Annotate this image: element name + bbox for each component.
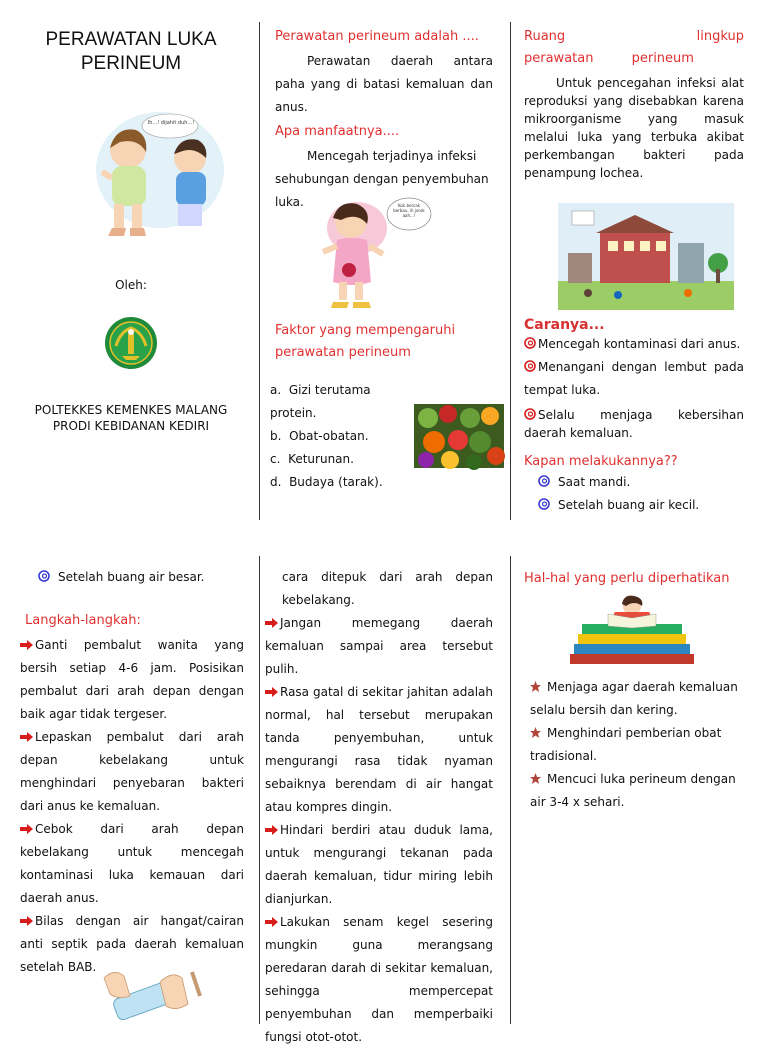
scope-text: Untuk pencegahan infeksi alat reproduksi yang disebabkan karena mikroorganisme yang masuk melalui luka yang terbuka akibat perkembangan bakteri pada penampung lochea.	[524, 76, 744, 180]
environment-illustration	[558, 203, 734, 310]
step-text: Bilas dengan air hangat/cairan anti septik pada daerah kemaluan setelah BAB.	[20, 914, 244, 974]
vegetables-photo	[414, 404, 504, 468]
when-item-text: Saat mandi.	[558, 475, 631, 489]
column-divider	[510, 556, 511, 1024]
how-list	[524, 333, 744, 442]
arrow-bullet-icon	[20, 732, 33, 742]
scope-panel	[524, 0, 744, 520]
environment-image	[558, 203, 734, 310]
list-item	[20, 634, 244, 726]
factors-heading-text: Faktor yang mempengaruhi perawatan perineum	[275, 323, 456, 360]
swirl-bullet-icon	[524, 408, 536, 420]
step-text: Rasa gatal di sekitar jahitan adalah normal, hal tersebut merupakan tanda penyembuhan, untuk mengurangi rasa tidak nyaman sebaiknya berendam di air hangat atau kompres dingin.	[265, 685, 493, 814]
list-item	[265, 911, 493, 1049]
list-item	[538, 494, 738, 517]
list-marker: d.	[270, 475, 282, 489]
how-item-text: Selalu menjaga kebersihan daerah kemaluan.	[524, 408, 744, 440]
list-marker: a.	[270, 383, 282, 397]
step-text: Lepaskan pembalut dari arah depan kebelakang untuk menghindari penyebaran bakteri dari anus ke kemaluan.	[20, 730, 244, 813]
swirl-bullet-icon	[538, 475, 550, 487]
factors-heading	[275, 320, 493, 364]
cartoon-speech-text: Ih...! dijahit duh...!	[147, 120, 195, 126]
list-item	[524, 356, 744, 402]
step-text: Lakukan senam kegel sesering mungkin guna merangsang peredaran darah di sekitar kemaluan, sehingga mempercepat penyembuhan dan memperbaiki fungsi otot-otot.	[265, 915, 493, 1044]
steps-continued-panel	[265, 556, 493, 1044]
list-item	[524, 406, 744, 442]
list-item	[20, 818, 244, 910]
column-divider	[259, 22, 260, 520]
list-item	[530, 768, 740, 814]
arrow-bullet-icon	[20, 916, 33, 926]
list-item	[524, 333, 744, 356]
when-item-text: Setelah buang air kecil.	[558, 498, 700, 512]
notes-list	[530, 676, 740, 814]
benefit-text: Mencegah terjadinya infeksi sehubungan dengan penyembuhan luka.	[275, 149, 489, 209]
list-item	[270, 379, 410, 425]
step-text: Ganti pembalut wanita yang bersih setiap 4-6 jam. Posisikan pembalut dari arah depan dengan baik agar tidak tergeser.	[20, 638, 244, 721]
note-text: Mencuci luka perineum dengan air 3-4 x sehari.	[530, 772, 736, 809]
swirl-bullet-icon	[38, 570, 50, 582]
reading-books-image	[564, 592, 700, 668]
definition-text: Perawatan daerah antara paha yang di batasi kemaluan dan anus.	[275, 54, 493, 114]
arrow-bullet-icon	[265, 825, 278, 835]
how-item-text: Menangani dengan lembut pada tempat luka.	[524, 360, 744, 397]
factors-list	[270, 379, 410, 494]
step-continuation-text: cara ditepuk dari arah depan kebelakang.	[282, 570, 493, 607]
institution-line-1: POLTEKKES KEMENKES MALANG	[34, 403, 228, 417]
column-divider	[259, 556, 260, 1024]
steps-list	[20, 634, 244, 979]
list-item	[265, 612, 493, 681]
step-text: Cebok dari arah depan kebelakang untuk mencegah kontaminasi luka kemauan dari daerah anus.	[20, 822, 244, 905]
star-bullet-icon	[530, 773, 541, 784]
factor-text: Obat-obatan.	[289, 429, 369, 443]
arrow-bullet-icon	[20, 824, 33, 834]
cartoon-speech-text: Kok bercak berbau, ih jorok aah...!	[393, 203, 425, 218]
factor-text: Budaya (tarak).	[289, 475, 383, 489]
leaflet-title	[20, 28, 242, 76]
arrow-bullet-icon	[265, 618, 278, 628]
institution-name	[20, 402, 242, 434]
scope-heading: Ruang lingkup perawatan perineum	[524, 29, 744, 66]
step-text: Hindari berdiri atau duduk lama, untuk mengurangi tekanan pada daerah kemaluan, tidur miring lebih dianjurkan.	[265, 823, 493, 906]
star-bullet-icon	[530, 727, 541, 738]
when-heading: Kapan melakukannya??	[524, 454, 678, 469]
notes-panel	[524, 556, 746, 1024]
reading-books-illustration	[564, 592, 700, 668]
title-line-1: PERAWATAN LUKA	[45, 29, 217, 50]
girl-cartoon-illustration	[301, 192, 433, 310]
factor-text: Gizi terutama protein.	[270, 383, 371, 420]
steps-heading: Langkah-langkah:	[25, 613, 141, 628]
arrow-bullet-icon	[265, 687, 278, 697]
definition-heading: Perawatan perineum adalah ....	[275, 29, 479, 44]
arrow-bullet-icon	[265, 917, 278, 927]
swirl-bullet-icon	[524, 337, 536, 349]
washing-hands-illustration	[100, 960, 216, 1024]
benefit-heading: Apa manfaatnya....	[275, 124, 400, 139]
leaflet-front	[0, 0, 768, 520]
list-item	[20, 566, 245, 589]
swirl-bullet-icon	[524, 360, 536, 372]
how-heading: Caranya...	[524, 317, 605, 333]
column-divider	[510, 22, 511, 520]
when-list	[538, 471, 738, 517]
steps-panel	[20, 556, 245, 1024]
title-line-2: PERINEUM	[80, 53, 182, 74]
institution-logo	[104, 316, 158, 370]
when-item-text: Setelah buang air besar.	[58, 570, 205, 584]
children-cartoon-illustration	[90, 108, 220, 244]
list-marker: b.	[270, 429, 282, 443]
poltekkes-logo-icon	[104, 316, 158, 370]
swirl-bullet-icon	[538, 498, 550, 510]
children-cartoon-image	[90, 108, 220, 244]
list-item	[20, 726, 244, 818]
steps-continued-list	[265, 566, 493, 1049]
washing-hands-image	[100, 960, 216, 1024]
notes-heading: Hal-hal yang perlu diperhatikan	[524, 571, 730, 586]
list-item	[538, 471, 738, 494]
note-text: Menjaga agar daerah kemaluan selalu bersih dan kering.	[530, 680, 738, 717]
list-item	[265, 681, 493, 819]
factor-text: Keturunan.	[288, 452, 354, 466]
list-marker: c.	[270, 452, 281, 466]
definition-panel	[270, 0, 493, 520]
list-item	[270, 448, 410, 471]
step-text: Jangan memegang daerah kemaluan sampai area tersebut pulih.	[265, 616, 493, 676]
how-item-text: Mencegah kontaminasi dari anus.	[538, 337, 741, 351]
list-item	[265, 819, 493, 911]
list-item	[270, 471, 410, 494]
note-text: Menghindari pemberian obat tradisional.	[530, 726, 722, 763]
list-item	[530, 676, 740, 722]
leaflet-back	[0, 556, 768, 1044]
list-item	[530, 722, 740, 768]
arrow-bullet-icon	[20, 640, 33, 650]
institution-line-2: PRODI KEBIDANAN KEDIRI	[52, 419, 210, 433]
star-bullet-icon	[530, 681, 541, 692]
author-label: Oleh:	[115, 278, 147, 292]
list-item	[270, 425, 410, 448]
cover-panel	[20, 0, 242, 520]
vegetables-image	[414, 404, 504, 468]
